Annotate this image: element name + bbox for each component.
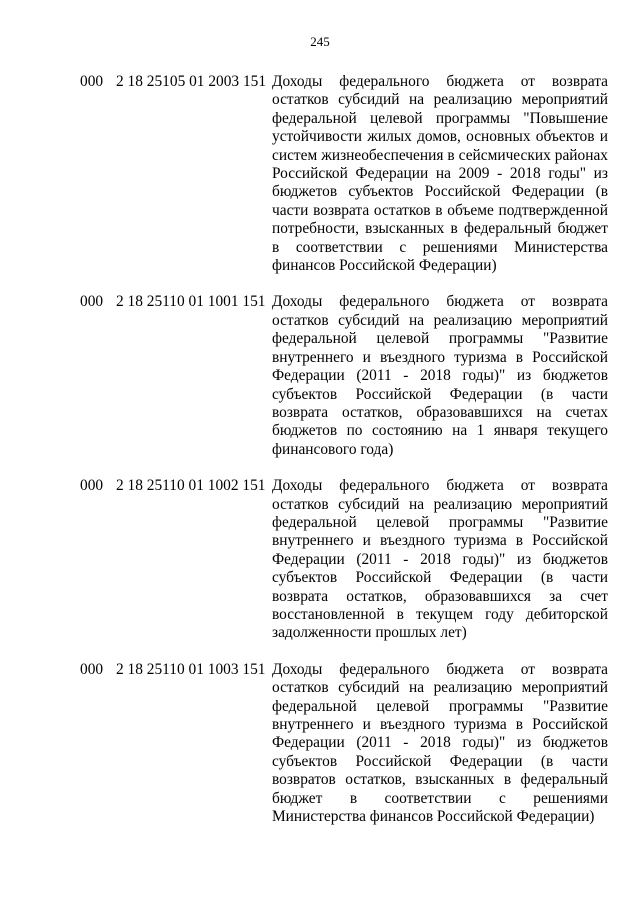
table-row <box>80 661 608 827</box>
budget-classification-code: 2 18 25110 01 1002 151 <box>116 477 266 495</box>
income-description: Доходы федерального бюджета от возврата остатков субсидий на реализацию мероприятий федеральной целевой программы "Развитие внутреннего и въездного туризма в Российской Федерации (2011 - 2018 годы)" из бюджетов субъектов Российской Федерации (в части возврата остатков, образовавшихся на счетах бюджетов по состоянию на 1 января текущего финансового года) <box>272 293 608 458</box>
administrator-code: 000 <box>80 477 104 495</box>
administrator-code: 000 <box>80 73 104 90</box>
income-description: Доходы федерального бюджета от возврата остатков субсидий на реализацию мероприятий федеральной целевой программы "Развитие внутреннего и въездного туризма в Российской Федерации (2011 - 2018 годы)" из бюджетов субъектов Российской Федерации (в части возвратов остатков, взысканных в федеральный бюджет в соответствии с решениями Министерства финансов Российской Федерации) <box>272 660 608 826</box>
budget-classification-code: 2 18 25110 01 1003 151 <box>116 660 266 678</box>
table-row <box>80 73 608 275</box>
budget-code-table <box>80 73 608 844</box>
page-number: 245 <box>310 34 330 49</box>
administrator-code: 000 <box>80 293 104 311</box>
budget-classification-code: 2 18 25110 01 1001 151 <box>116 293 266 311</box>
income-description: Доходы федерального бюджета от возврата остатков субсидий на реализацию мероприятий федеральной целевой программы "Развитие внутреннего и въездного туризма в Российской Федерации (2011 - 2018 годы)" из бюджетов субъектов Российской Федерации (в части возврата остатков, образовавшихся за счет восстановленной в текущем году дебиторской задолженности прошлых лет) <box>272 477 608 642</box>
table-row <box>80 477 608 643</box>
table-row <box>80 293 608 459</box>
administrator-code: 000 <box>80 660 104 678</box>
budget-classification-code: 2 18 25105 01 2003 151 <box>116 73 267 90</box>
income-description: Доходы федерального бюджета от возврата остатков субсидий на реализацию мероприятий федеральной целевой программы "Повышение устойчивости жилых домов, основных объектов и систем жизнеобеспечения в сейсмических районах Российской Федерации на 2009 - 2018 годы" из бюджетов субъектов Российской Федерации (в части возврата остатков в объеме подтвержденной потребности, взысканных в федеральный бюджет в соответствии с решениями Министерства финансов Российской Федерации) <box>272 73 608 275</box>
